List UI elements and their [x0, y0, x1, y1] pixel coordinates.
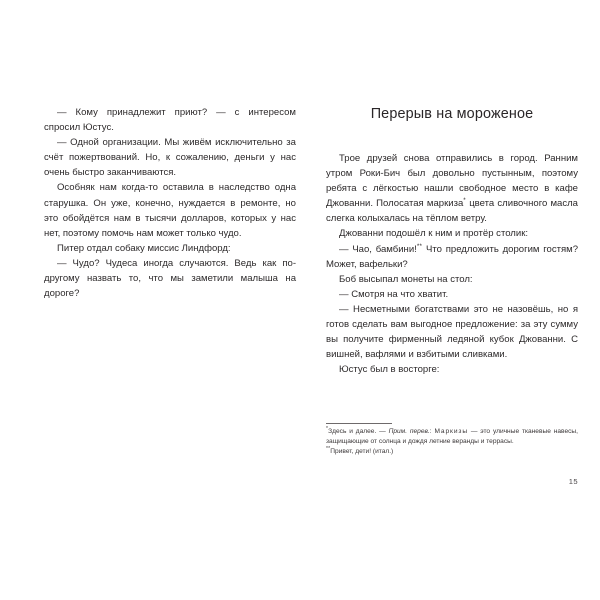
paragraph — [326, 242, 578, 272]
paragraph-text: — Несметными богатствами это не назовёшь, но я готов сделать вам выгодное предложение: за эту сумму вы получите фирменный ледяной кубок Джованни. С вишней, вафлями и взбитыми сливками. — [326, 303, 578, 361]
paragraph — [326, 287, 578, 302]
paragraph: — Чудо? Чудеса иногда случаются. Ведь как по-другому назвать то, что мы заметили малыша на дороге? — [44, 257, 296, 300]
paragraph-text-cont: Что предложить дорогим гостям? Может, вафельки? — [326, 243, 579, 270]
footnote-index-1: * — [326, 425, 329, 432]
paragraph-text: Джованни подошёл к ним и протёр столик: — [339, 228, 529, 240]
chapter-title: Перерыв на мороженое — [370, 106, 534, 122]
paragraph — [326, 362, 578, 377]
footnote-block — [326, 423, 578, 458]
paragraph — [326, 151, 578, 226]
footnote-marker-2[interactable]: ** — [416, 242, 423, 250]
footnote-item — [326, 447, 578, 457]
paragraph-text: Боб высыпал монеты на стол: — [339, 273, 473, 285]
paragraph — [326, 302, 578, 362]
paragraph-text: Трое друзей снова отправились в город. Ранним утром Роки-Бич был довольно пустынным, поэтому ребята с лёгкостью нашли свободное место в кафе Джованни. Полосатая маркиза — [326, 153, 578, 210]
paragraph: Питер отдал собаку миссис Линдфорд: — [57, 242, 231, 254]
paragraph: Особняк нам когда-то оставила в наследство одна старушка. Он уже, конечно, нуждается в ремонте, но это обойдётся нам в тысячи долларов, которых у нас нет, поэтому помочь нам может только чудо. — [44, 182, 296, 239]
paragraph — [326, 226, 578, 241]
footnote-item — [326, 427, 578, 446]
left-page — [44, 105, 296, 505]
footnote-separator-rule — [326, 423, 392, 424]
paragraph-text: — Чао, бамбини! — [339, 243, 417, 255]
paragraph-text: — Смотря на что хватит. — [339, 288, 449, 300]
footnote-term: Маркизы — [434, 428, 468, 435]
left-page-body — [44, 105, 296, 301]
footnote-rest: — это уличные тканевые навесы, защищающие от солнца и дождя летние веранды и террасы. — [326, 428, 578, 445]
footnote-lead: Привет, дети! (итал.) — [330, 448, 394, 456]
page-number: 15 — [568, 477, 578, 486]
paragraph-text-cont: цвета сливочного масла слегка колыхалась на тёплом ветру. — [326, 198, 578, 225]
paragraph: — Кому принадлежит приют? — с интересом спросил Юстус. — [44, 107, 296, 134]
right-page — [326, 105, 578, 505]
footnote-index-2: ** — [326, 446, 331, 452]
paragraph — [326, 272, 578, 287]
paragraph-text: Юстус был в восторге: — [339, 364, 440, 376]
footnote-attribution: Прим. перев. — [388, 428, 430, 435]
footnote-lead: Здесь и далее. — — [328, 428, 389, 435]
footnote-tail: : — [429, 428, 435, 435]
right-page-body — [326, 151, 578, 377]
paragraph: — Одной организации. Мы живём исключительно за счёт пожертвований. Но, к сожалению, деньги у нас очень быстро заканчиваются. — [44, 137, 296, 179]
footnote-marker-1[interactable]: * — [463, 197, 467, 205]
